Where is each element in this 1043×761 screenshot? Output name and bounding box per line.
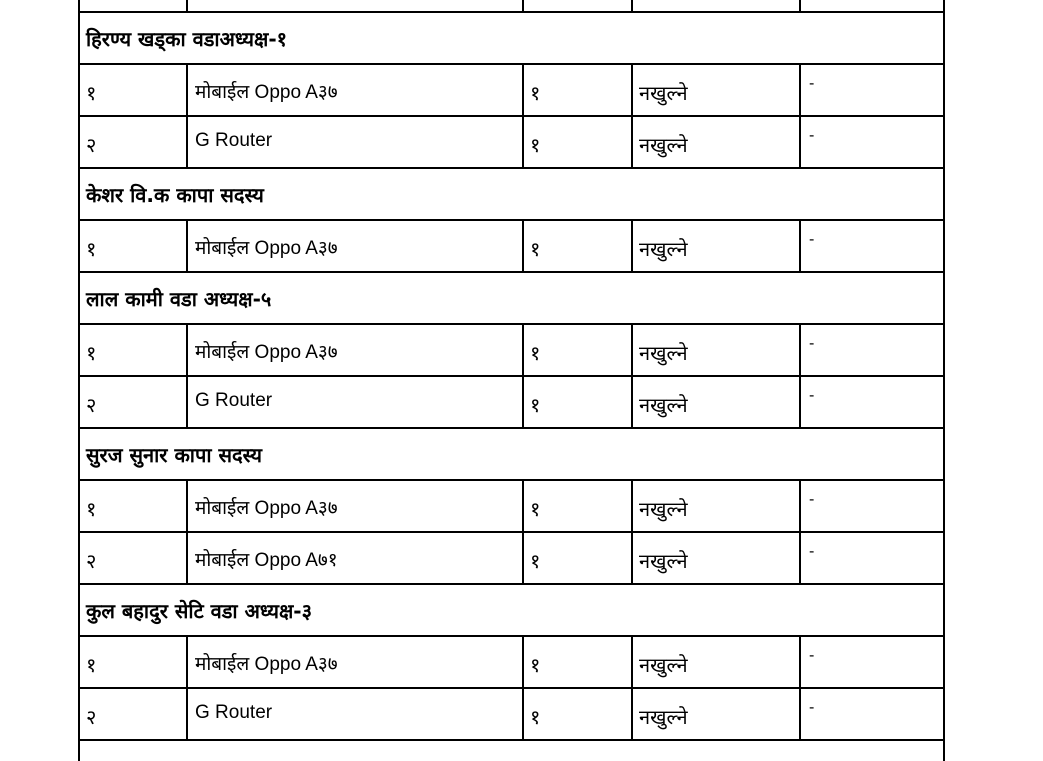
status-cell: नखुल्ने: [632, 688, 800, 740]
quantity-cell: १: [523, 220, 632, 272]
remark-cell: -: [800, 480, 944, 532]
serial-number-cell: १: [79, 64, 187, 116]
status-cell: नखुल्ने: [632, 376, 800, 428]
remark-cell: -: [800, 324, 944, 376]
group-name: हिरण्य खड्का वडाअध्यक्ष-१: [79, 12, 944, 64]
quantity-cell: १: [523, 480, 632, 532]
inventory-sheet: [78, 0, 943, 761]
group-name: लाल कामी वडा अध्यक्ष-५: [79, 272, 944, 324]
group-name: कुल बहादुर सेटि वडा अध्यक्ष-३: [79, 584, 944, 636]
quantity-cell: १: [523, 116, 632, 168]
inventory-table-body: [79, 0, 944, 761]
item-name-cell: मोबाईल Oppo A३७: [187, 636, 523, 688]
serial-number-cell: २: [79, 532, 187, 584]
serial-number-cell: १: [79, 480, 187, 532]
serial-number-cell: १: [79, 636, 187, 688]
quantity-cell: १: [523, 532, 632, 584]
item-name-cell: G Router: [187, 376, 523, 428]
table-row: [79, 688, 944, 740]
quantity-cell: १: [523, 324, 632, 376]
status-cell: नखुल्ने: [632, 64, 800, 116]
item-name-cell: मोबाईल Oppo A३७: [187, 64, 523, 116]
remark-cell: -: [800, 116, 944, 168]
serial-number-cell: २: [79, 116, 187, 168]
table-row-partial-bottom: [79, 740, 944, 761]
table-row: [79, 116, 944, 168]
serial-number-cell: १: [79, 324, 187, 376]
serial-number-cell: १: [79, 220, 187, 272]
table-row: [79, 376, 944, 428]
table-row: [79, 324, 944, 376]
remark-cell: -: [800, 688, 944, 740]
table-row: [79, 480, 944, 532]
item-name-cell: मोबाईल Oppo A३७: [187, 480, 523, 532]
group-header-row: [79, 168, 944, 220]
table-row: [79, 64, 944, 116]
remark-cell: -: [800, 636, 944, 688]
status-cell: नखुल्ने: [632, 480, 800, 532]
group-header-row: [79, 428, 944, 480]
table-row: [79, 532, 944, 584]
status-cell: नखुल्ने: [632, 116, 800, 168]
table-row: [79, 220, 944, 272]
status-cell: नखुल्ने: [632, 636, 800, 688]
remark-cell: -: [800, 64, 944, 116]
item-name-cell: मोबाईल Oppo A७१: [187, 532, 523, 584]
quantity-cell: १: [523, 64, 632, 116]
item-name-cell: मोबाईल Oppo A३७: [187, 324, 523, 376]
remark-cell: -: [800, 220, 944, 272]
item-name-cell: G Router: [187, 688, 523, 740]
quantity-cell: १: [523, 376, 632, 428]
status-cell: नखुल्ने: [632, 532, 800, 584]
group-header-row: [79, 272, 944, 324]
group-name: केशर वि.क कापा सदस्य: [79, 168, 944, 220]
remark-cell: -: [800, 376, 944, 428]
serial-number-cell: २: [79, 376, 187, 428]
remark-cell: -: [800, 532, 944, 584]
table-row: [79, 636, 944, 688]
inventory-table: [78, 0, 945, 761]
quantity-cell: १: [523, 636, 632, 688]
group-header-row: [79, 584, 944, 636]
status-cell: नखुल्ने: [632, 324, 800, 376]
group-name: सुरज सुनार कापा सदस्य: [79, 428, 944, 480]
status-cell: नखुल्ने: [632, 220, 800, 272]
serial-number-cell: २: [79, 688, 187, 740]
table-row-partial-top: [79, 0, 944, 12]
group-header-row: [79, 12, 944, 64]
item-name-cell: मोबाईल Oppo A३७: [187, 220, 523, 272]
item-name-cell: G Router: [187, 116, 523, 168]
quantity-cell: १: [523, 688, 632, 740]
